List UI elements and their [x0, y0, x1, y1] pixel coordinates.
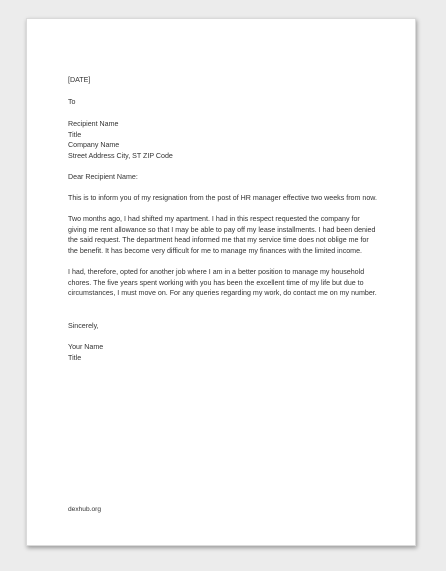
recipient-address: Street Address City, ST ZIP Code — [68, 151, 173, 160]
paragraph-1: This is to inform you of my resignation from the post of HR manager effective two weeks from now. — [68, 194, 377, 203]
salutation: Dear Recipient Name: — [68, 173, 138, 182]
signature-block — [68, 342, 378, 363]
recipient-title: Title — [68, 130, 82, 139]
footer-source: dexhub.org — [68, 506, 101, 513]
signature-title: Title — [68, 353, 82, 362]
signature-name: Your Name — [68, 343, 104, 351]
recipient-name: Recipient Name — [68, 120, 119, 129]
letter-to: To — [68, 98, 76, 107]
paragraph-2: Two months ago, I had shifted my apartment. I had in this respect requested the company for giving me rent allowance so that I may be able to pay off my lease installments. I had been denied the said request. The department head informed me that my service time does not oblige me for the benefit. It has become very difficult for me to manage my finances with the limited income. — [68, 215, 376, 256]
letter-page — [26, 18, 416, 546]
closing: Sincerely, — [68, 321, 99, 330]
letter-body — [68, 75, 378, 363]
recipient-company: Company Name — [68, 141, 120, 150]
letter-date: [DATE] — [68, 76, 91, 84]
paragraph-3: I had, therefore, opted for another job where I am in a better position to manage my household chores. The five years spent working with you has been the excellent time of my life but due to circumstances, I must move on. For any queries regarding my work, do contact me on my number. — [68, 268, 377, 298]
recipient-address-block — [68, 119, 378, 161]
